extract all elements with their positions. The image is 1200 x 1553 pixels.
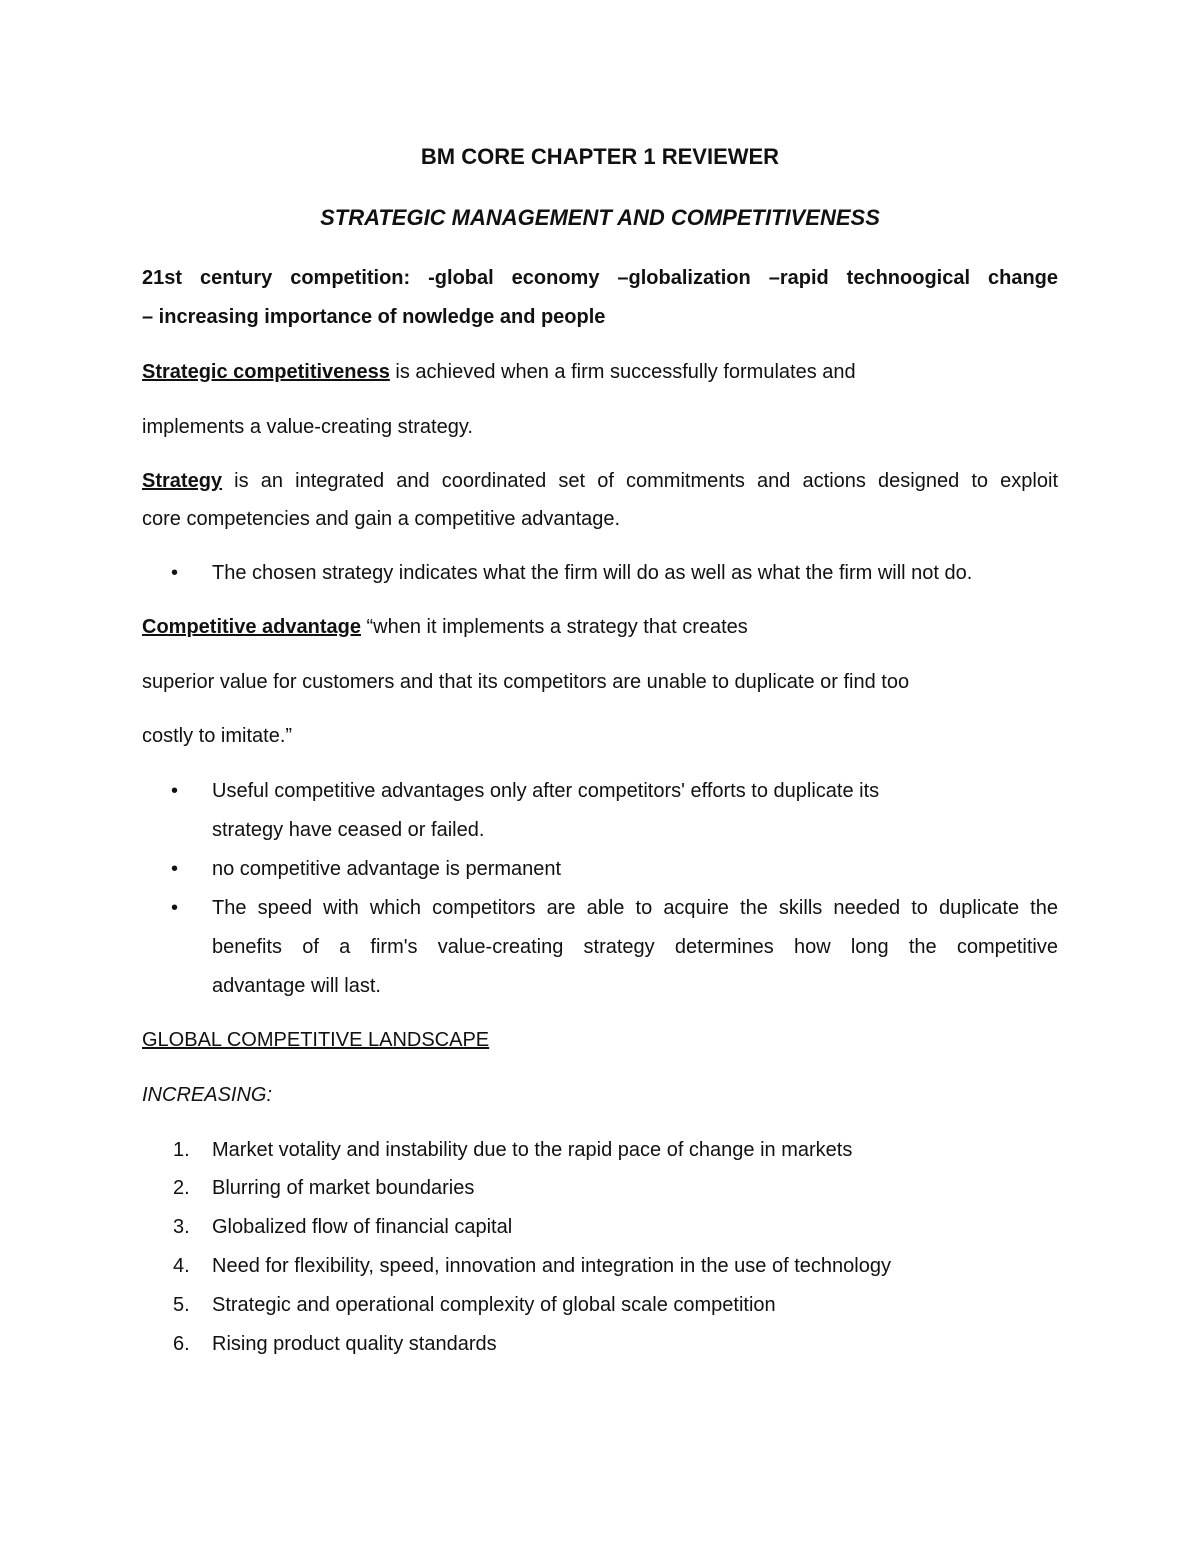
bullet-icon: • bbox=[171, 897, 179, 919]
competition-line-1: 21st century competition: -global economy –globalization –rapid technoogical change bbox=[142, 267, 1058, 289]
list-number: 6. bbox=[173, 1333, 190, 1355]
strategic-competitiveness-term: Strategic competitiveness bbox=[142, 361, 390, 383]
advantage-bullet-1-line-2: strategy have ceased or failed. bbox=[212, 819, 485, 841]
strategic-competitiveness-line-2: implements a value-creating strategy. bbox=[142, 416, 473, 438]
advantage-bullet-3-line-3: advantage will last. bbox=[212, 975, 381, 997]
strategy-paragraph bbox=[142, 469, 1058, 493]
competition-line-2: – increasing importance of nowledge and people bbox=[142, 306, 606, 328]
strategy-term: Strategy bbox=[142, 470, 223, 492]
advantage-bullet-1-line-1: Useful competitive advantages only after competitors' efforts to duplicate its bbox=[212, 780, 880, 802]
competitive-advantage-definition: “when it implements a strategy that creates bbox=[360, 616, 748, 638]
list-number: 5. bbox=[173, 1294, 190, 1316]
list-number: 3. bbox=[173, 1216, 190, 1238]
advantage-bullet-2-line-1: no competitive advantage is permanent bbox=[212, 858, 562, 880]
strategy-bullet: The chosen strategy indicates what the firm will do as well as what the firm will not do. bbox=[212, 562, 973, 584]
page-subtitle: STRATEGIC MANAGEMENT AND COMPETITIVENESS bbox=[320, 205, 880, 230]
list-item: Strategic and operational complexity of global scale competition bbox=[212, 1294, 776, 1316]
list-item: Need for flexibility, speed, innovation and integration in the use of technology bbox=[212, 1255, 891, 1277]
strategy-line-2: core competencies and gain a competitive advantage. bbox=[142, 508, 621, 530]
advantage-bullet-3-line-1: The speed with which competitors are able to acquire the skills needed to duplicate the bbox=[212, 897, 1058, 919]
list-number: 4. bbox=[173, 1255, 190, 1277]
list-item: Globalized flow of financial capital bbox=[212, 1216, 513, 1238]
bullet-icon: • bbox=[171, 858, 179, 880]
page-title: BM CORE CHAPTER 1 REVIEWER bbox=[420, 144, 780, 169]
landscape-heading: GLOBAL COMPETITIVE LANDSCAPE bbox=[142, 1029, 490, 1051]
competitive-advantage-line-2: superior value for customers and that its competitors are unable to duplicate or find too bbox=[142, 671, 910, 693]
list-number: 1. bbox=[173, 1139, 190, 1161]
list-number: 2. bbox=[173, 1177, 190, 1199]
list-item: Blurring of market boundaries bbox=[212, 1177, 475, 1199]
advantage-bullet-3-line-2: benefits of a firm's value-creating strategy determines how long the competitive bbox=[212, 936, 1058, 958]
competitive-advantage-term: Competitive advantage bbox=[142, 616, 361, 638]
landscape-subheading: INCREASING: bbox=[142, 1084, 273, 1106]
strategic-competitiveness-definition: is achieved when a firm successfully formulates and bbox=[389, 361, 856, 383]
competitive-advantage-paragraph bbox=[142, 615, 1058, 639]
bullet-icon: • bbox=[171, 562, 179, 584]
list-item: Rising product quality standards bbox=[212, 1333, 497, 1355]
list-item: Market votality and instability due to the rapid pace of change in markets bbox=[212, 1139, 853, 1161]
strategy-definition: is an integrated and coordinated set of commitments and actions designed to exploit bbox=[222, 470, 1058, 492]
strategic-competitiveness-paragraph bbox=[142, 360, 1058, 384]
bullet-icon: • bbox=[171, 780, 179, 802]
competitive-advantage-line-3: costly to imitate.” bbox=[142, 725, 293, 747]
